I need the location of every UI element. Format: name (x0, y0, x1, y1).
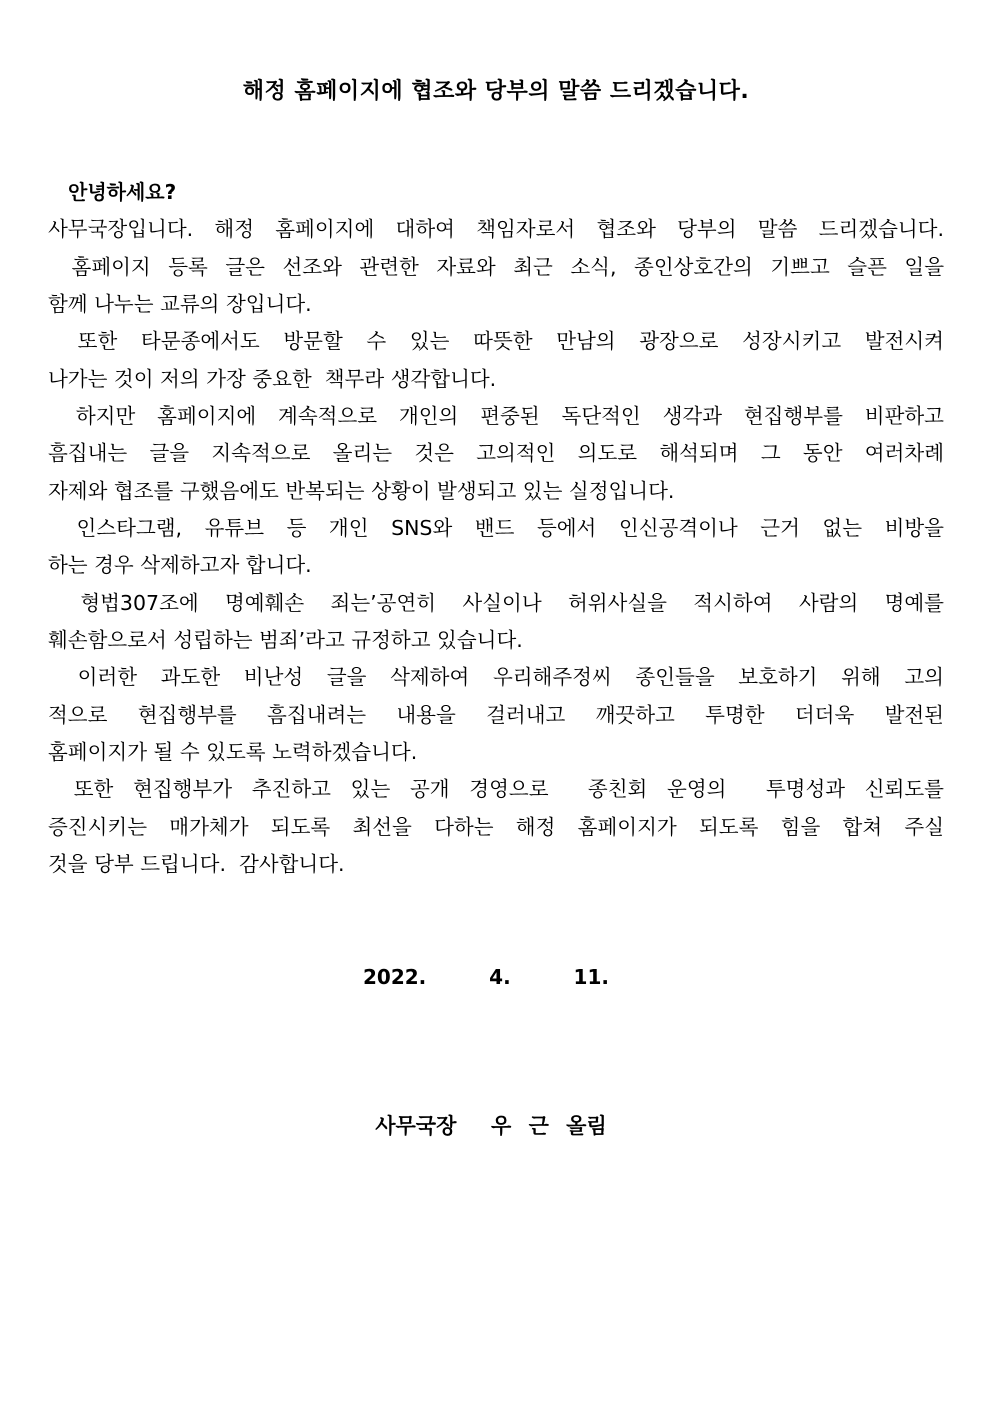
body-line: 또한 타문종에서도 방문할 수 있는 따뜻한 만남의 광장으로 성장시키고 발전시켜 (54, 329, 944, 353)
body-line: 적으로 현집행부를 흠집내려는 내용을 걸러내고 깨끗하고 투명한 더더욱 발전된 (48, 703, 944, 727)
greeting: 안녕하세요? (68, 180, 177, 204)
body-line: 사무국장입니다. 해정 홈페이지에 대하여 책임자로서 협조와 당부의 말씀 드리겠습니다. (48, 217, 944, 241)
body-line: 자제와 협조를 구했음에도 반복되는 상황이 발생되고 있는 실정입니다. (48, 479, 675, 503)
body-line: 하는 경우 삭제하고자 합니다. (48, 553, 312, 577)
body-line: 것을 당부 드립니다. 감사합니다. (48, 852, 345, 876)
body-line: 하지만 홈페이지에 계속적으로 개인의 편중된 독단적인 생각과 현집행부를 비판하고 (54, 404, 944, 428)
body-line: 흠집내는 글을 지속적으로 올리는 것은 고의적인 의도로 해석되며 그 동안 여러차례 (48, 441, 944, 465)
body-line: 함께 나누는 교류의 장입니다. (48, 292, 312, 316)
letter-date: 2022. 4. 11. (363, 965, 609, 989)
body-line: 이러한 과도한 비난성 글을 삭제하여 우리해주정씨 종인들을 보호하기 위해 고의 (54, 665, 944, 689)
body-line: 증진시키는 매가체가 되도록 최선을 다하는 해정 홈페이지가 되도록 힘을 합쳐 주실 (48, 815, 944, 839)
body-line: 나가는 것이 저의 가장 중요한 책무라 생각합니다. (48, 367, 497, 391)
body-line: 형법307조에 명예훼손 죄는’공연히 사실이나 허위사실을 적시하여 사람의 명예를 (54, 591, 944, 615)
body-line: 또한 현집행부가 추진하고 있는 공개 경영으로 종친회 운영의 투명성과 신뢰도를 (54, 777, 944, 801)
body-line: 훼손함으로서 성립하는 범죄’라고 규정하고 있습니다. (48, 628, 523, 652)
body-line: 인스타그램, 유튜브 등 개인 SNS와 밴드 등에서 인신공격이나 근거 없는 비방을 (54, 516, 944, 540)
body-line: 홈페이지가 될 수 있도록 노력하겠습니다. (48, 740, 418, 764)
letter-title: 해정 홈페이지에 협조와 당부의 말씀 드리겠습니다. (242, 79, 750, 104)
body-line: 홈페이지 등록 글은 선조와 관련한 자료와 최근 소식, 종인상호간의 기쁘고 슬픈 일을 (54, 255, 944, 279)
signature: 사무국장 우 근 올림 (375, 1114, 607, 1138)
